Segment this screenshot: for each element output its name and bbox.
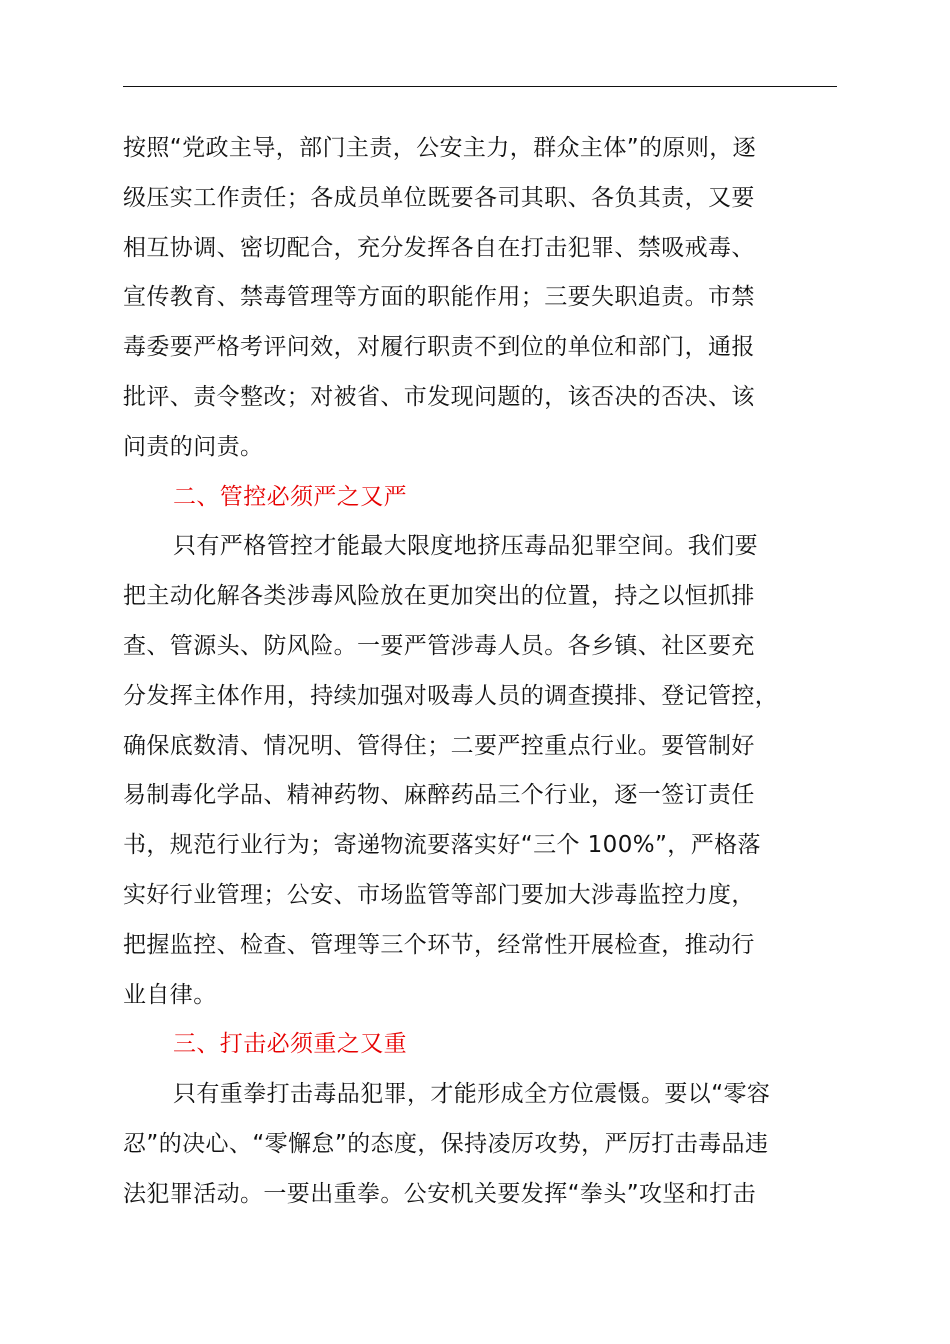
text-line: 法犯罪活动。一要出重拳。公安机关要发挥“拳头”攻坚和打击 <box>123 1180 757 1207</box>
text-line: 毒委要严格考评问效，对履行职责不到位的单位和部门，通报 <box>123 334 755 361</box>
text-line: 确保底数清、情况明、管得住；二要严控重点行业。要管制好 <box>123 732 755 759</box>
text-line: 易制毒化学品、精神药物、麻醉药品三个行业，逐一签订责任 <box>123 782 755 809</box>
document-body <box>123 124 839 1220</box>
section-heading-2: 二、管控必须严之又严 <box>173 483 407 510</box>
text-line: 把主动化解各类涉毒风险放在更加突出的位置，持之以恒抓排 <box>123 583 755 610</box>
text-line: 级压实工作责任；各成员单位既要各司其职、各负其责，又要 <box>123 184 755 211</box>
text-line: 业自律。 <box>123 981 217 1008</box>
text-line: 只有重拳打击毒品犯罪，才能形成全方位震慑。要以“零容 <box>173 1081 771 1108</box>
text-line: 实好行业管理；公安、市场监管等部门要加大涉毒监控力度， <box>123 881 755 908</box>
text-line: 查、管源头、防风险。一要严管涉毒人员。各乡镇、社区要充 <box>123 632 755 659</box>
text-line: 书，规范行业行为；寄递物流要落实好“三个 100%”，严格落 <box>123 832 761 859</box>
header-rule <box>123 86 837 87</box>
text-line: 问责的问责。 <box>123 433 264 460</box>
text-line: 按照“党政主导，部门主责，公安主力，群众主体”的原则，逐 <box>123 135 757 161</box>
text-line: 批评、责令整改；对被省、市发现问题的，该否决的否决、该 <box>123 383 755 410</box>
text-line: 相互协调、密切配合，充分发挥各自在打击犯罪、禁吸戒毒、 <box>123 234 755 261</box>
text-line: 分发挥主体作用，持续加强对吸毒人员的调查摸排、登记管控， <box>123 682 779 709</box>
text-line: 宣传教育、禁毒管理等方面的职能作用；三要失职追责。市禁 <box>123 284 755 311</box>
section-heading-3: 三、打击必须重之又重 <box>173 1031 407 1058</box>
text-line: 把握监控、检查、管理等三个环节，经常性开展检查，推动行 <box>123 931 755 958</box>
text-line: 只有严格管控才能最大限度地挤压毒品犯罪空间。我们要 <box>173 533 758 560</box>
text-line: 忍”的决心、“零懈怠”的态度，保持凌厉攻势，严厉打击毒品违 <box>123 1130 769 1157</box>
